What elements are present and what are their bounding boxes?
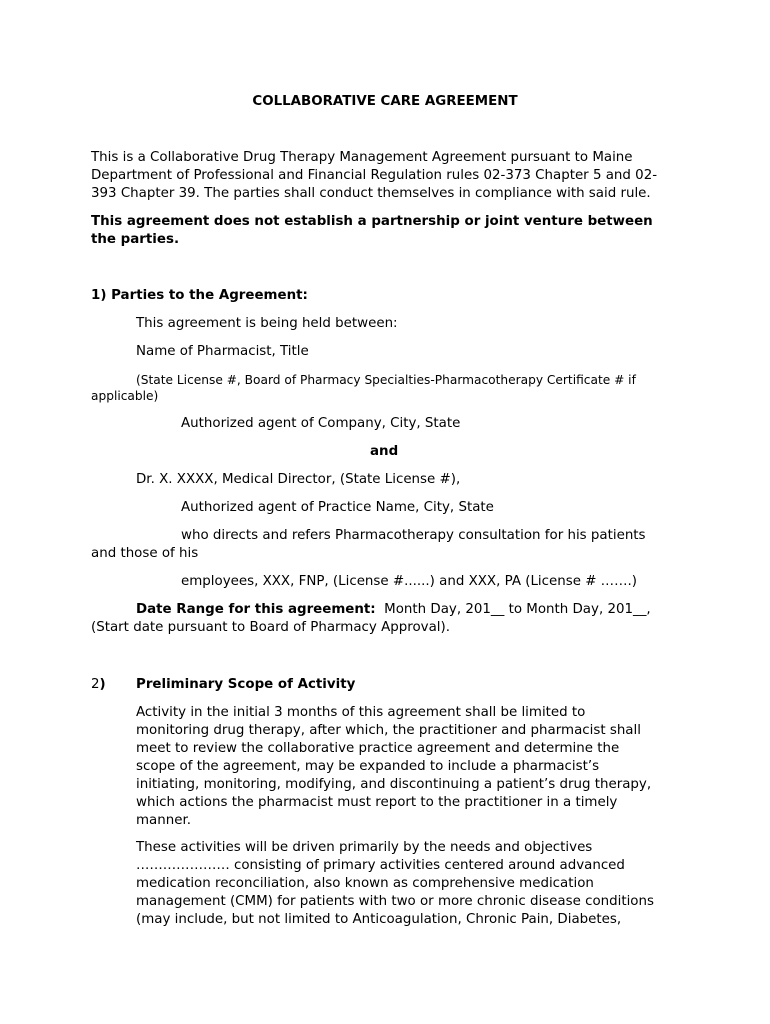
held-between-text: This agreement is being held between: (136, 316, 398, 331)
scope-paragraph-1 (136, 704, 651, 830)
license-line: (State License #, Board of Pharmacy Specialties-Pharmacotherapy Certificate # if (136, 373, 636, 387)
scope-line: which actions the pharmacist must report to the practitioner in a timely (136, 795, 618, 810)
section-2-number (91, 676, 106, 694)
practice-agent: Authorized agent of Practice Name, City, State (181, 500, 494, 515)
scope-paragraph-2 (136, 839, 654, 929)
intro-line: Department of Professional and Financial Regulation rules 02-373 Chapter 5 and 02- (91, 168, 658, 183)
section-2-paren: ) (99, 677, 106, 692)
doctor-line: Dr. X. XXXX, Medical Director, (State License #), (136, 472, 461, 487)
notice-line: the parties. (91, 232, 180, 247)
section-2-digit: 2 (91, 677, 100, 692)
scope-line: These activities will be driven primarily by the needs and objectives (136, 840, 593, 855)
notice-paragraph (91, 213, 653, 249)
pharmacist-agent: Authorized agent of Company, City, State (181, 416, 461, 431)
notice-line: This agreement does not establish a partnership or joint venture between (91, 214, 653, 229)
employees-line: employees, XXX, FNP, (License #......) and XXX, PA (License # …….) (181, 574, 637, 589)
section-1-heading: 1) Parties to the Agreement: (91, 288, 308, 303)
scope-line: meet to review the collaborative practice agreement and determine the (136, 741, 620, 756)
scope-line: Activity in the initial 3 months of this agreement shall be limited to (136, 705, 586, 720)
date-range-value: Month Day, 201__ to Month Day, 201__, (375, 602, 651, 617)
scope-line: medication reconciliation, also known as comprehensive medication (136, 876, 594, 891)
directs-line-cont: and those of his (91, 546, 199, 561)
intro-line: 393 Chapter 39. The parties shall conduct themselves in compliance with said rule. (91, 186, 651, 201)
scope-line: monitoring drug therapy, after which, the practitioner and pharmacist shall (136, 723, 641, 738)
directs-line: who directs and refers Pharmacotherapy consultation for his patients (181, 528, 646, 543)
and-connector: and (370, 444, 399, 459)
scope-line: management (CMM) for patients with two or more chronic disease conditions (136, 894, 654, 909)
scope-line: ………………… consisting of primary activities centered around advanced (136, 858, 625, 873)
section-2-heading: Preliminary Scope of Activity (136, 677, 356, 692)
scope-line: scope of the agreement, may be expanded to include a pharmacist’s (136, 759, 600, 774)
date-range-label: Date Range for this agreement: (136, 602, 376, 617)
intro-paragraph (91, 149, 657, 203)
scope-line: manner. (136, 813, 191, 828)
scope-line: (may include, but not limited to Anticoagulation, Chronic Pain, Diabetes, (136, 912, 622, 927)
license-line-cont: applicable) (91, 389, 159, 403)
scope-line: initiating, monitoring, modifying, and discontinuing a patient’s drug therapy, (136, 777, 652, 792)
intro-line: This is a Collaborative Drug Therapy Management Agreement pursuant to Maine (91, 150, 633, 165)
pharmacist-name: Name of Pharmacist, Title (136, 344, 309, 359)
date-range-note: (Start date pursuant to Board of Pharmacy Approval). (91, 620, 450, 635)
document-title: COLLABORATIVE CARE AGREEMENT (252, 94, 518, 109)
date-range-line (136, 601, 651, 619)
